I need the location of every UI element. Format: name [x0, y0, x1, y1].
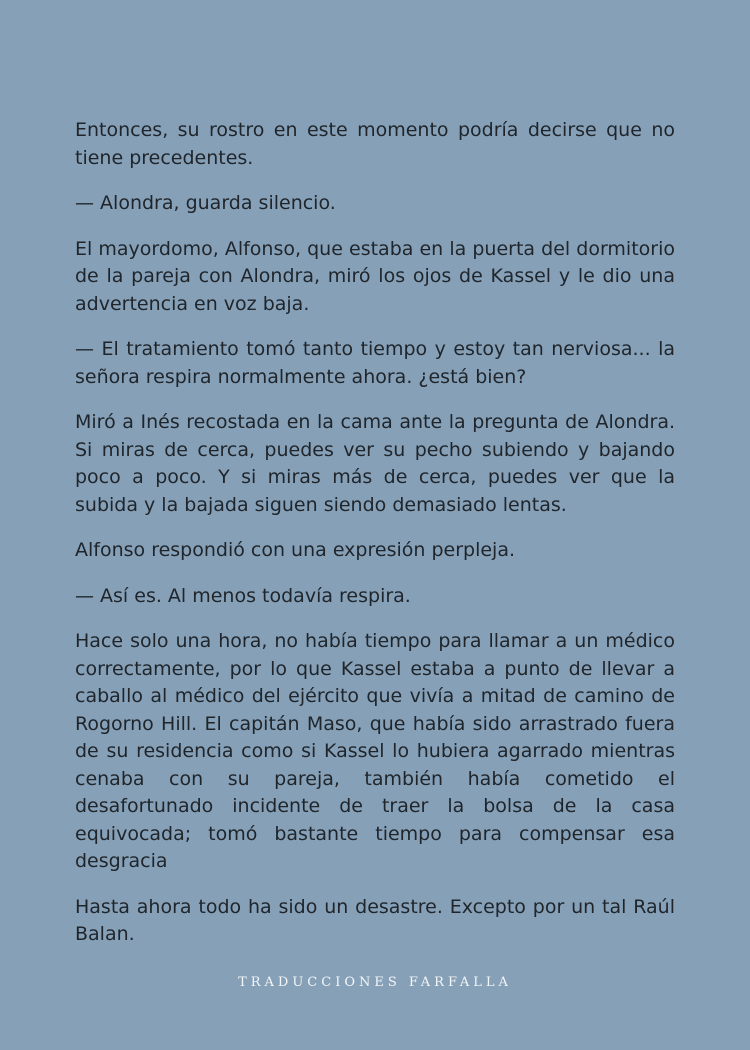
paragraph: Entonces, su rostro en este momento podría decirse que no tiene precedentes.	[75, 119, 675, 169]
paragraph: El mayordomo, Alfonso, que estaba en la puerta del dormitorio de la pareja con Alondra, miró los ojos de Kassel y le dio una advertencia en voz baja.	[75, 237, 675, 315]
paragraph: — El tratamiento tomó tanto tiempo y estoy tan nerviosa... la señora respira normalmente ahora. ¿está bien?	[75, 338, 675, 388]
paragraph: — Así es. Al menos todavía respira.	[75, 584, 411, 607]
paragraph: Miró a Inés recostada en la cama ante la pregunta de Alondra. Si miras de cerca, puedes ver su pecho subiendo y bajando poco a poco. Y si miras más de cerca, puedes ver que la subida y la bajada siguen siendo demasiado lentas.	[75, 411, 675, 516]
paragraph: Alfonso respondió con una expresión perpleja.	[75, 539, 516, 561]
text-body	[75, 117, 675, 949]
paragraph: Hasta ahora todo ha sido un desastre. Excepto por un tal Raúl Balan.	[75, 895, 675, 945]
paragraph: Hace solo una hora, no había tiempo para llamar a un médico correctamente, por lo que Kassel estaba a punto de llevar a caballo al médico del ejército que vivía a mitad de camino de Rogorno Hill. El capitán Maso, que había sido arrastrado fuera de su residencia como si Kassel lo hubiera agarrado mientras cenaba con su pareja, también había cometido el desafortunado incidente de traer la bolsa de la casa equivocada; tomó bastante tiempo para compensar esa desgracia	[75, 630, 675, 872]
page-footer: TRADUCCIONES FARFALLA	[238, 975, 512, 990]
paragraph: — Alondra, guarda silencio.	[75, 192, 336, 214]
